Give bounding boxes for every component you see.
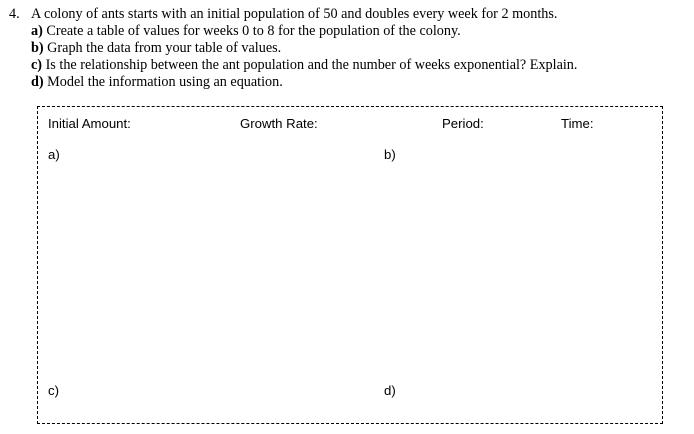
question-number: 4. [9,6,20,22]
question-part-b-label: b) [31,40,44,56]
answer-part-d-label: d) [384,383,396,398]
period-label: Period: [442,116,484,131]
question-part-a-label: a) [31,23,43,39]
question-part-a-text: Create a table of values for weeks 0 to 8 for the population of the colony. [42,23,461,39]
question-part-b-text: Graph the data from your table of values. [43,40,282,56]
question-4 [9,6,689,91]
initial-amount-label: Initial Amount: [48,116,131,131]
answer-part-b-label: b) [384,147,396,162]
growth-rate-label: Growth Rate: [240,116,318,131]
question-intro: A colony of ants starts with an initial population of 50 and doubles every week for 2 months. [31,6,558,22]
question-part-c-label: c) [31,57,43,73]
question-intro-line [9,6,689,23]
question-part-d-label: d) [31,74,44,90]
answer-part-c-label: c) [48,383,59,398]
question-part-d [9,74,689,91]
question-part-c-text: Is the relationship between the ant population and the number of weeks exponential? Explain. [42,57,578,73]
answer-box [37,106,663,424]
question-part-c [9,57,689,74]
time-label: Time: [561,116,594,131]
question-part-d-text: Model the information using an equation. [43,74,283,90]
question-part-b [9,40,689,57]
answer-part-a-label: a) [48,147,60,162]
question-part-a [9,23,689,40]
